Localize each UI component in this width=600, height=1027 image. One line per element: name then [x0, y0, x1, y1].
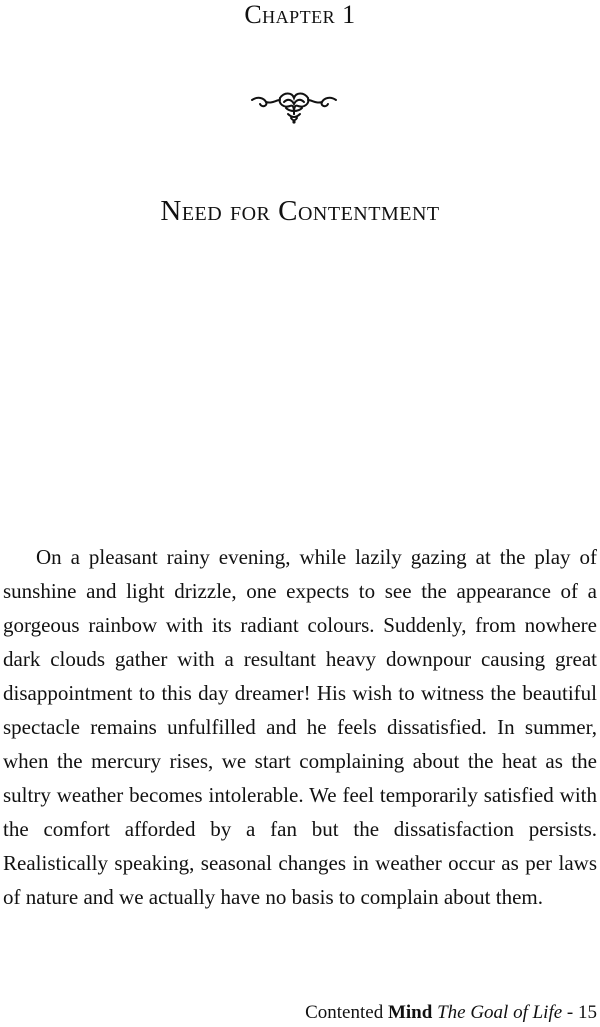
footer-title-part2: Mind	[387, 1002, 433, 1023]
scroll-ornament-icon	[248, 86, 340, 126]
page-number: 15	[578, 1002, 597, 1023]
running-footer	[305, 1000, 597, 1026]
body-paragraph: On a pleasant rainy evening, while lazily gazing at the play of sunshine and light drizzle, one expects to see the appearance of a gorgeous rainbow with its radiant colours. Suddenly, from nowhere dark clouds gather with a resultant heavy downpour causing great disappointment to this day dreamer! His wish to witness the beautiful spectacle remains unfulfilled and he feels dissatisfied. In summer, when the mercury rises, we start complaining about the heat as the sultry weather becomes intolerable. We feel temporarily satisfied with the comfort afforded by a fan but the dissatisfaction persists. Realistically speaking, seasonal changes in weather occur as per laws of nature and we actually have no basis to complain about them.	[3, 545, 597, 909]
chapter-label: Chapter 1	[244, 0, 356, 29]
footer-title-part1: Contented	[305, 1002, 384, 1023]
footer-title-part3: The Goal of Life	[437, 1002, 563, 1023]
footer-separator: -	[566, 1002, 574, 1023]
chapter-title: Need for Contentment	[160, 195, 440, 227]
